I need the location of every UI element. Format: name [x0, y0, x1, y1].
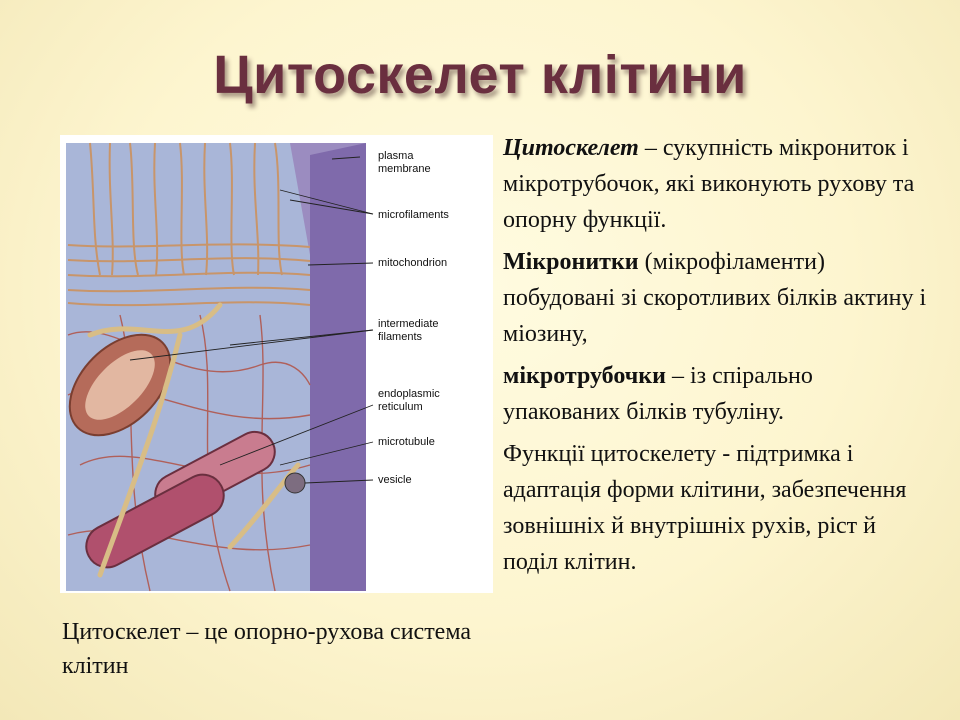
label-microfilaments: microfilaments [378, 209, 449, 221]
slide-title: Цитоскелет клітини [213, 45, 747, 105]
term-microtubules: мікротрубочки [503, 363, 666, 389]
paragraph-cytoskeleton [503, 130, 933, 238]
desc-microtubules: – із спірально упакованих білків тубуліну. [503, 363, 813, 425]
paragraph-microfilaments [503, 244, 933, 352]
label-mitochondrion: mitochondrion [378, 257, 448, 269]
label-vesicle: vesicle [378, 474, 412, 486]
term-cytoskeleton: Цитоскелет [503, 135, 639, 161]
label-microtubule: microtubule [378, 436, 435, 448]
label-er-2: reticulum [378, 401, 423, 413]
figure-caption: Цитоскелет – це опорно-рухова система клітин [62, 619, 472, 679]
label-plasma-1: plasma [378, 150, 414, 162]
label-er-1: endoplasmic [378, 388, 440, 400]
cytoskeleton-diagram [60, 135, 493, 593]
desc-functions: Функції цитоскелету - підтримка і адаптація форми клітини, забезпечення зовнішніх й внутрішніх рухів, ріст й поділ клітин. [503, 441, 907, 575]
paragraph-functions [503, 436, 933, 580]
cytoskeleton-illustration [60, 135, 493, 593]
desc-cytoskeleton: – сукупність мікрониток і мікротрубочок, які виконують рухову та опорну функції. [503, 135, 915, 233]
label-plasma-2: membrane [378, 163, 431, 175]
label-intermediate-2: filaments [378, 331, 423, 343]
term-microfilaments: Мікронитки [503, 249, 639, 275]
description-text [503, 130, 933, 584]
vesicle-shape [285, 473, 305, 493]
paragraph-microtubules [503, 358, 933, 430]
label-intermediate-1: intermediate [378, 318, 439, 330]
desc-microfilaments: (мікрофіламенти) побудовані зі скоротливих білків актину і міозину, [503, 249, 927, 347]
